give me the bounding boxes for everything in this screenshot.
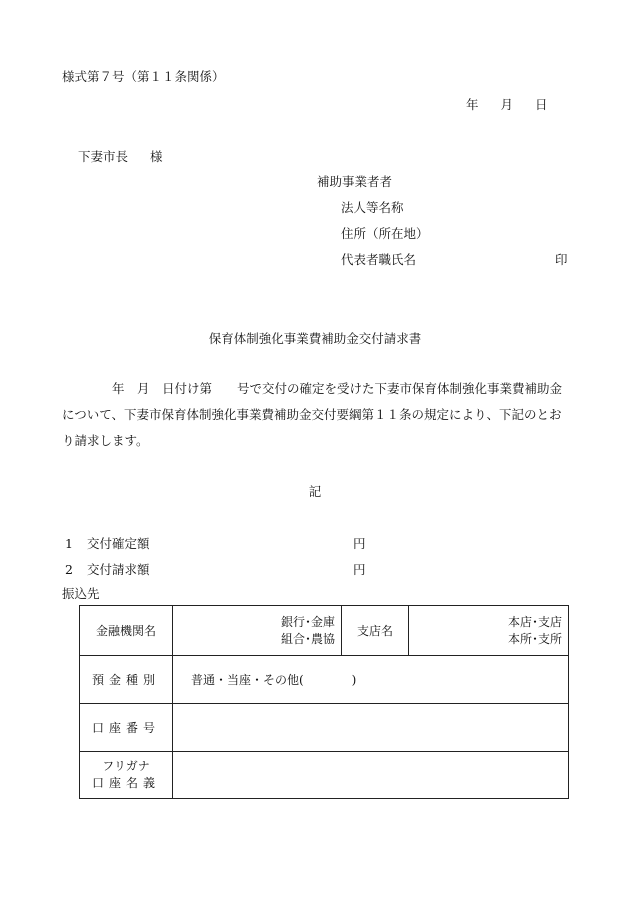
item-number: 2 <box>65 562 73 577</box>
furigana-label: フリガナ <box>102 759 150 773</box>
branch-name-label: 支店名 <box>342 606 409 656</box>
table-row <box>80 606 569 656</box>
bank-types-line-1: 銀行･金庫 <box>280 614 335 629</box>
account-number-label: 口座番号 <box>80 704 173 752</box>
bank-name-cell[interactable] <box>173 606 342 656</box>
corp-name-label: 法人等名称 <box>341 200 404 215</box>
account-name-field[interactable] <box>173 752 569 799</box>
applicant-role: 補助事業者者 <box>317 174 393 189</box>
branch-types-line-2: 本所･支所 <box>507 631 562 646</box>
item-unit: 円 <box>353 536 366 551</box>
item-label: 交付請求額 <box>87 562 150 577</box>
bank-account-table <box>79 605 569 799</box>
date-line: 年 月 日 <box>466 97 548 112</box>
item-confirmed-amount <box>65 534 150 552</box>
table-row <box>80 752 569 799</box>
item-request-amount <box>65 560 150 578</box>
item-number: 1 <box>65 536 73 551</box>
account-type-label: 預金種別 <box>80 656 173 704</box>
table-row <box>80 704 569 752</box>
branch-types-line-1: 本店･支店 <box>507 614 562 629</box>
branch-name-cell[interactable] <box>409 606 569 656</box>
form-number: 様式第７号（第１１条関係） <box>62 69 225 84</box>
item-label: 交付確定額 <box>87 536 150 551</box>
body-paragraph <box>62 376 571 454</box>
account-number-field[interactable] <box>173 704 569 752</box>
body-line-2: について、下妻市保育体制強化事業費補助金交付要綱第１１条の規定により、下記のとお <box>62 407 562 422</box>
table-row <box>80 656 569 704</box>
transfer-heading: 振込先 <box>62 586 100 601</box>
addressee-honorific: 様 <box>150 149 163 164</box>
bank-types-line-2: 組合･農協 <box>280 631 335 646</box>
address-label: 住所（所在地） <box>341 226 429 241</box>
account-name-label: 口座名義 <box>91 776 160 790</box>
representative-label: 代表者職氏名 <box>341 252 417 267</box>
addressee-name: 下妻市長 <box>78 149 129 164</box>
item-unit: 円 <box>353 562 366 577</box>
ki-heading: 記 <box>308 484 322 499</box>
body-line-3: り請求します。 <box>62 433 149 448</box>
account-name-label-cell <box>80 752 173 799</box>
seal-mark: 印 <box>555 252 568 267</box>
account-type-options[interactable]: 普通・当座・その他( ) <box>173 656 569 704</box>
addressee <box>78 147 163 165</box>
body-line-1: 年 月 日付け第 号で交付の確定を受けた下妻市保育体制強化事業費補助金 <box>112 381 563 396</box>
bank-name-label: 金融機関名 <box>80 606 173 656</box>
document-title: 保育体制強化事業費補助金交付請求書 <box>208 331 422 346</box>
